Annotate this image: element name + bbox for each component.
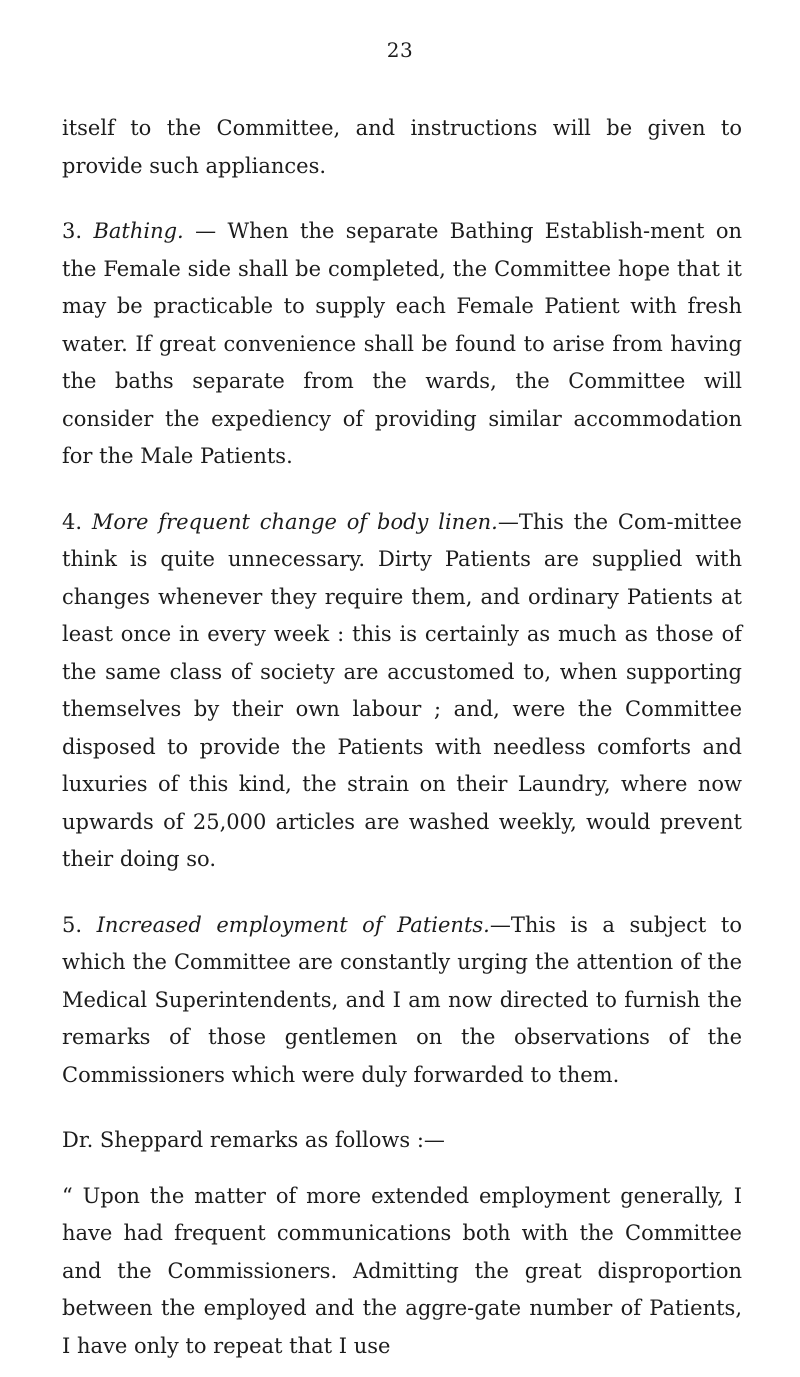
page-number: 23	[386, 38, 414, 62]
paragraph-text: itself to the Committee, and instructions will be given to provide such appliances.	[62, 116, 742, 178]
paragraph-sheppard-intro	[62, 1122, 742, 1160]
paragraph-text: “ Upon the matter of more extended employment generally, I have had frequent communications both with the Committee and the Commissioners. Admitting the great disproportion between the employed and the aggre-gate number of Patients, I have only to repeat that I use	[62, 1183, 742, 1358]
paragraph-quotation	[62, 1178, 742, 1366]
paragraph-heading: More frequent change of body linen.	[91, 509, 498, 534]
paragraph-heading: Increased employment of Patients.	[96, 912, 490, 937]
body-text	[62, 110, 742, 1365]
paragraph-number: 3.	[62, 219, 94, 243]
paragraph-text: —This is a subject to which the Committee are constantly urging the attention of the Medical Superintendents, and I am now directed to furnish the remarks of those gentlemen on the observations of the Commissioners which were duly forwarded to them.	[62, 912, 742, 1087]
paragraph-text: — When the separate Bathing Establish-ment on the Female side shall be completed, the Committee hope that it may be practicable to supply each Female Patient with fresh water. If great convenience shall be found to arise from having the baths separate from the wards, the Committee will consider the expediency of providing similar accommodation for the Male Patients.	[62, 219, 743, 468]
paragraph-heading: Bathing.	[93, 219, 184, 243]
paragraph-continuation	[62, 110, 742, 185]
paragraph-number: 4.	[62, 509, 92, 534]
paragraph-employment	[62, 907, 742, 1095]
paragraph-bathing	[62, 213, 742, 476]
paragraph-number: 5.	[62, 912, 97, 937]
paragraph-body-linen	[62, 504, 742, 879]
paragraph-text: Dr. Sheppard remarks as follows :—	[62, 1128, 445, 1152]
paragraph-text: —This the Com-mittee think is quite unnecessary. Dirty Patients are supplied with changes whenever they require them, and ordinary Patients at least once in every week : this is certainly as much as those of the same class of society are accustomed to, when supporting themselves by their own labour ; and, were the Committee disposed to provide the Patients with needless comforts and luxuries of this kind, the strain on their Laundry, where now upwards of 25,000 articles are washed weekly, would prevent their doing so.	[62, 509, 742, 871]
